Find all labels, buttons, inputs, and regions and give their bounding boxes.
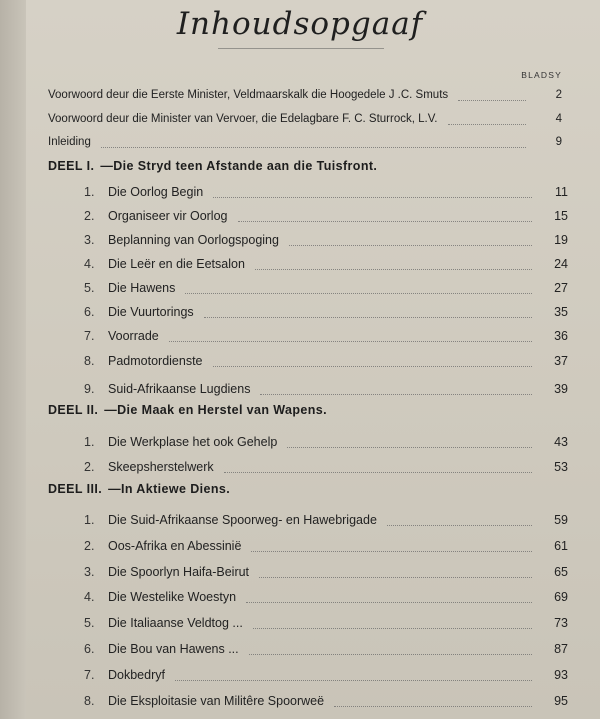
part-label: DEEL III. [48, 482, 103, 496]
entry-title: Die Spoorlyn Haifa-Beirut [108, 565, 250, 579]
dot-leader [238, 221, 533, 222]
entry-title: Voorrade [108, 329, 159, 343]
page-number: 87 [554, 642, 568, 656]
entry-number: 1. [84, 185, 95, 199]
entry-title: Die Oorlog Begin [108, 185, 204, 199]
page-number: 59 [554, 513, 568, 527]
dot-leader [185, 293, 532, 294]
dot-leader [246, 602, 532, 603]
entry-title: Padmotordienste [108, 354, 203, 368]
front-matter-title: Voorwoord deur die Eerste Minister, Veldmaarskalk die Hoogedele J .C. Smuts [48, 89, 449, 101]
entry-title: Organiseer vir Oorlog [108, 209, 228, 223]
page-number: 4 [555, 113, 562, 125]
part-heading [48, 400, 327, 420]
toc-entry[interactable] [84, 301, 568, 323]
page-number: 39 [554, 382, 568, 396]
toc-entry[interactable] [84, 253, 568, 275]
entry-number: 2. [84, 539, 95, 553]
page-number: 15 [554, 209, 568, 223]
dot-leader [387, 525, 532, 526]
part-title: —In Aktiewe Diens. [108, 482, 231, 496]
part-title: —Die Stryd teen Afstande aan die Tuisfront. [100, 159, 378, 173]
dot-leader [249, 654, 532, 655]
entry-number: 3. [84, 233, 95, 247]
page-number: 9 [555, 136, 562, 148]
toc-entry[interactable] [84, 586, 568, 608]
dot-leader [251, 551, 532, 552]
page-number: 24 [554, 257, 568, 271]
toc-entry[interactable] [84, 509, 568, 531]
toc-entry[interactable] [84, 561, 568, 583]
dot-leader [224, 472, 532, 473]
page-number: 61 [554, 539, 568, 553]
dot-leader [287, 447, 532, 448]
entry-title: Skeepsherstelwerk [108, 460, 214, 474]
front-matter-row[interactable] [48, 108, 562, 130]
dot-leader [260, 394, 532, 395]
front-matter-title: Inleiding [48, 136, 91, 148]
entry-title: Die Eksploitasie van Militêre Spoorweë [108, 694, 325, 708]
dot-leader [255, 269, 532, 270]
part-heading [48, 479, 230, 499]
toc-entry[interactable] [84, 277, 568, 299]
entry-number: 1. [84, 435, 95, 449]
page-number: 19 [554, 233, 568, 247]
page-number: 43 [554, 435, 568, 449]
page-number: 36 [554, 329, 568, 343]
dot-leader [213, 197, 532, 198]
page-number: 95 [554, 694, 568, 708]
entry-title: Die Leër en die Eetsalon [108, 257, 245, 271]
toc-entry[interactable] [84, 431, 568, 453]
entry-title: Oos-Afrika en Abessinië [108, 539, 242, 553]
entry-number: 7. [84, 329, 95, 343]
part-heading [48, 156, 377, 176]
entry-title: Die Hawens [108, 281, 176, 295]
dot-leader [458, 100, 526, 101]
dot-leader [175, 680, 532, 681]
entry-number: 8. [84, 694, 95, 708]
dot-leader [101, 147, 526, 148]
toc-entry[interactable] [84, 535, 568, 557]
entry-number: 1. [84, 513, 95, 527]
entry-number: 8. [84, 354, 95, 368]
entry-number: 2. [84, 209, 95, 223]
front-matter-title: Voorwoord deur die Minister van Vervoer, die Edelagbare F. C. Sturrock, L.V. [48, 113, 438, 125]
page-number: 35 [554, 305, 568, 319]
entry-title: Die Vuurtorings [108, 305, 194, 319]
page-number: 2 [555, 89, 562, 101]
page-column-label: BLADSY [521, 70, 562, 80]
entry-title: Die Westelike Woestyn [108, 590, 237, 604]
toc-entry[interactable] [84, 690, 568, 712]
toc-entry[interactable] [84, 456, 568, 478]
entry-number: 3. [84, 565, 95, 579]
page-title: Inhoudsopgaaf [176, 6, 424, 42]
dot-leader [169, 341, 532, 342]
dot-leader [289, 245, 532, 246]
entry-number: 2. [84, 460, 95, 474]
page-number: 37 [554, 354, 568, 368]
toc-entry[interactable] [84, 205, 568, 227]
entry-number: 6. [84, 642, 95, 656]
entry-title: Suid-Afrikaanse Lugdiens [108, 382, 251, 396]
dot-leader [334, 706, 532, 707]
page-number: 53 [554, 460, 568, 474]
entry-number: 4. [84, 257, 95, 271]
page-number: 69 [554, 590, 568, 604]
entry-title: Die Italiaanse Veldtog ... [108, 616, 243, 630]
entry-number: 9. [84, 382, 95, 396]
front-matter-row[interactable] [48, 84, 562, 106]
part-label: DEEL I. [48, 159, 95, 173]
entry-number: 5. [84, 281, 95, 295]
entry-number: 6. [84, 305, 95, 319]
page-number: 11 [555, 185, 568, 199]
entry-title: Die Bou van Hawens ... [108, 642, 239, 656]
toc-entry[interactable] [84, 229, 568, 251]
dot-leader [204, 317, 532, 318]
toc-entry[interactable] [84, 181, 568, 203]
toc-entry[interactable] [84, 612, 568, 634]
dot-leader [213, 366, 532, 367]
dot-leader [259, 577, 532, 578]
part-title: —Die Maak en Herstel van Wapens. [104, 403, 328, 417]
page-number: 27 [554, 281, 568, 295]
entry-title: Beplanning van Oorlogspoging [108, 233, 279, 247]
toc-entry[interactable] [84, 378, 568, 400]
entry-number: 7. [84, 668, 95, 682]
toc-entry[interactable] [84, 350, 568, 372]
entry-title: Die Suid-Afrikaanse Spoorweg- en Hawebrigade [108, 513, 377, 527]
toc-entry[interactable] [84, 664, 568, 686]
entry-number: 4. [84, 590, 95, 604]
page-number: 73 [554, 616, 568, 630]
page-number: 93 [554, 668, 568, 682]
part-label: DEEL II. [48, 403, 99, 417]
entry-title: Die Werkplase het ook Gehelp [108, 435, 278, 449]
dot-leader [448, 124, 526, 125]
page-number: 65 [554, 565, 568, 579]
front-matter-row[interactable] [48, 131, 562, 153]
entry-number: 5. [84, 616, 95, 630]
toc-entry[interactable] [84, 638, 568, 660]
toc-entry[interactable] [84, 325, 568, 347]
entry-title: Dokbedryf [108, 668, 165, 682]
dot-leader [253, 628, 532, 629]
